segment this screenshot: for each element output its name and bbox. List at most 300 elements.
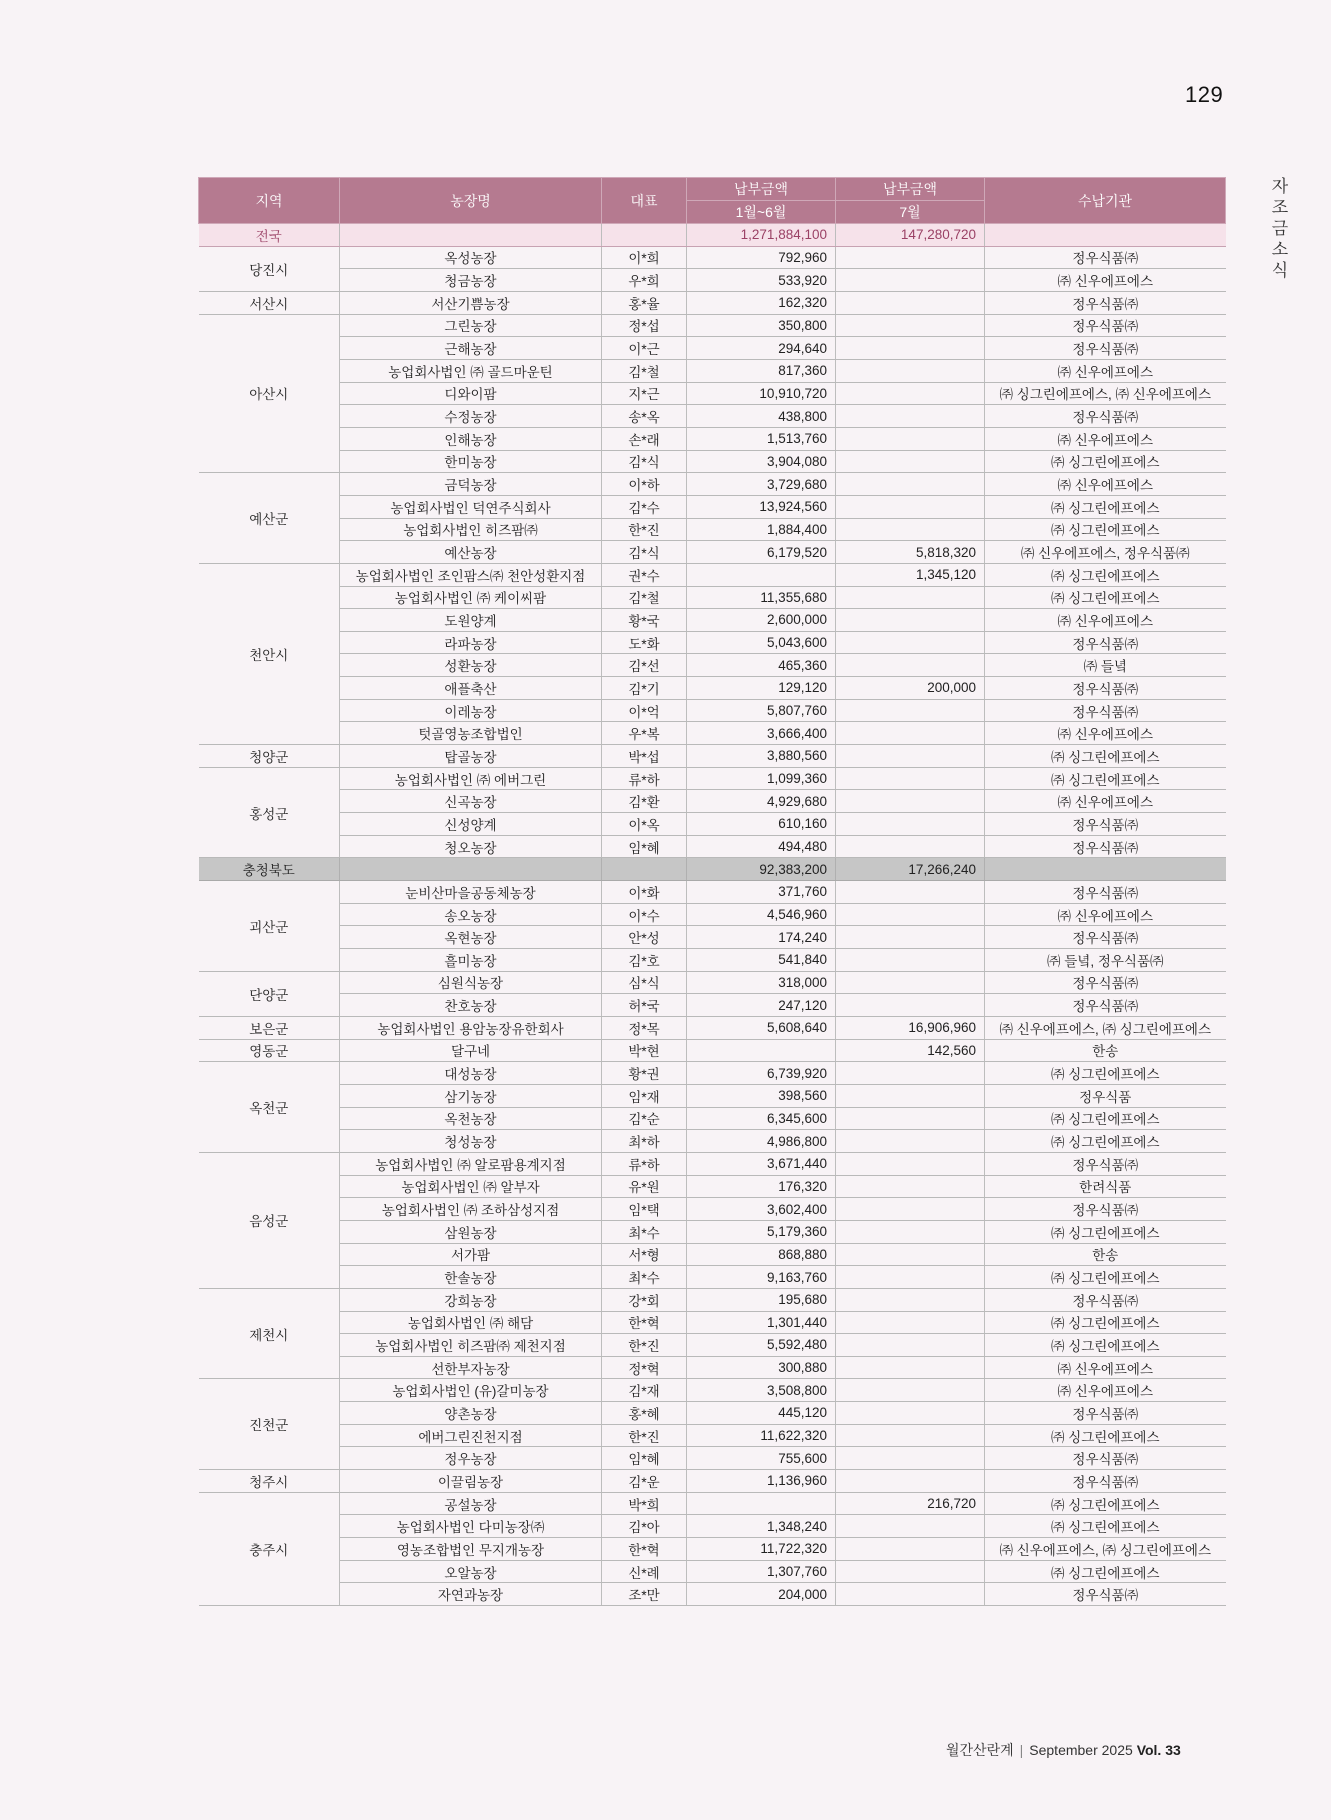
representative-cell: 김*순	[602, 1107, 687, 1130]
amount-jul-cell	[836, 881, 985, 904]
representative-cell: 임*혜	[602, 1447, 687, 1470]
amount-jan-jun-cell	[687, 563, 836, 586]
page-number: 129	[1185, 82, 1224, 107]
receiving-agency-cell: ㈜ 싱그린에프에스	[985, 1424, 1226, 1447]
amount-jul-cell	[836, 1288, 985, 1311]
summary-row	[199, 858, 1226, 881]
receiving-agency-cell: 정우식품㈜	[985, 994, 1226, 1017]
table-row	[199, 790, 1226, 813]
amount-jul-cell	[836, 790, 985, 813]
page-footer	[946, 1740, 1181, 1760]
farm-name-cell: 예산농장	[340, 541, 602, 564]
amount-jan-jun-cell: 176,320	[687, 1175, 836, 1198]
amount-jul-cell	[836, 586, 985, 609]
amount-jul-cell	[836, 1538, 985, 1561]
representative-cell: 강*회	[602, 1288, 687, 1311]
table-row	[199, 427, 1226, 450]
region-cell: 단양군	[199, 971, 340, 1016]
table-row	[199, 1198, 1226, 1221]
farm-name-cell: 선한부자농장	[340, 1356, 602, 1379]
amount-jan-jun-cell: 1,271,884,100	[687, 224, 836, 247]
table-row	[199, 450, 1226, 473]
table-row	[199, 314, 1226, 337]
receiving-agency-cell: ㈜ 싱그린에프에스	[985, 745, 1226, 768]
farm-name-cell: 대성농장	[340, 1062, 602, 1085]
amount-jan-jun-cell: 3,508,800	[687, 1379, 836, 1402]
amount-jul-cell	[836, 427, 985, 450]
representative-cell: 임*택	[602, 1198, 687, 1221]
farm-name-cell: 농업회사법인 조인팜스㈜ 천안성환지점	[340, 563, 602, 586]
representative-cell: 도*화	[602, 631, 687, 654]
representative-cell: 임*혜	[602, 835, 687, 858]
receiving-agency-cell: 정우식품㈜	[985, 1447, 1226, 1470]
representative-cell: 황*권	[602, 1062, 687, 1085]
region-cell: 영동군	[199, 1039, 340, 1062]
representative-cell: 우*복	[602, 722, 687, 745]
amount-jul-cell	[836, 1402, 985, 1425]
amount-jul-cell: 5,818,320	[836, 541, 985, 564]
receiving-agency-cell: 정우식품㈜	[985, 881, 1226, 904]
amount-jul-cell	[836, 518, 985, 541]
header-amount-jan-jun-top: 납부금액	[687, 178, 836, 201]
representative-cell: 박*희	[602, 1492, 687, 1515]
amount-jul-cell	[836, 1379, 985, 1402]
representative-cell: 손*래	[602, 427, 687, 450]
representative-cell: 김*재	[602, 1379, 687, 1402]
farm-name-cell: 송오농장	[340, 903, 602, 926]
receiving-agency-cell: 정우식품㈜	[985, 1402, 1226, 1425]
amount-jan-jun-cell: 11,722,320	[687, 1538, 836, 1561]
amount-jan-jun-cell: 13,924,560	[687, 495, 836, 518]
farm-name-cell: 청성농장	[340, 1130, 602, 1153]
amount-jul-cell	[836, 1311, 985, 1334]
table-row	[199, 405, 1226, 428]
amount-jan-jun-cell: 350,800	[687, 314, 836, 337]
region-cell: 보은군	[199, 1016, 340, 1039]
farm-name-cell: 청금농장	[340, 269, 602, 292]
amount-jan-jun-cell: 3,671,440	[687, 1152, 836, 1175]
receiving-agency-cell: ㈜ 신우에프에스	[985, 1379, 1226, 1402]
representative-cell: 이*희	[602, 246, 687, 269]
amount-jan-jun-cell: 162,320	[687, 291, 836, 314]
amount-jul-cell	[836, 699, 985, 722]
amount-jan-jun-cell: 4,986,800	[687, 1130, 836, 1153]
footer-issue: September 2025	[1029, 1742, 1133, 1758]
representative-cell: 임*재	[602, 1084, 687, 1107]
receiving-agency-cell: 정우식품㈜	[985, 677, 1226, 700]
table-row	[199, 246, 1226, 269]
receiving-agency-cell	[985, 224, 1226, 247]
amount-jan-jun-cell: 174,240	[687, 926, 836, 949]
receiving-agency-cell: ㈜ 싱그린에프에스	[985, 586, 1226, 609]
table-row	[199, 1402, 1226, 1425]
amount-jan-jun-cell: 129,120	[687, 677, 836, 700]
receiving-agency-cell: ㈜ 싱그린에프에스	[985, 518, 1226, 541]
amount-jan-jun-cell	[687, 1492, 836, 1515]
table-row	[199, 1492, 1226, 1515]
amount-jul-cell	[836, 1560, 985, 1583]
representative-cell: 김*선	[602, 654, 687, 677]
farm-name-cell: 농업회사법인 ㈜ 알로팜용계지점	[340, 1152, 602, 1175]
table-row	[199, 881, 1226, 904]
receiving-agency-cell: ㈜ 신우에프에스	[985, 269, 1226, 292]
farm-name-cell: 청오농장	[340, 835, 602, 858]
receiving-agency-cell: 정우식품	[985, 1084, 1226, 1107]
region-cell: 진천군	[199, 1379, 340, 1470]
representative-cell: 김*기	[602, 677, 687, 700]
farm-name-cell: 한솔농장	[340, 1266, 602, 1289]
farm-name-cell: 자연과농장	[340, 1583, 602, 1606]
farm-name-cell: 양촌농장	[340, 1402, 602, 1425]
receiving-agency-cell: 정우식품㈜	[985, 314, 1226, 337]
amount-jul-cell	[836, 722, 985, 745]
amount-jan-jun-cell: 5,043,600	[687, 631, 836, 654]
table-row	[199, 1470, 1226, 1493]
receiving-agency-cell: 정우식품㈜	[985, 926, 1226, 949]
amount-jan-jun-cell: 438,800	[687, 405, 836, 428]
table-row	[199, 337, 1226, 360]
farm-name-cell: 도원양계	[340, 609, 602, 632]
amount-jan-jun-cell: 2,600,000	[687, 609, 836, 632]
table-row	[199, 654, 1226, 677]
farm-name-cell: 농업회사법인 ㈜ 골드마운틴	[340, 359, 602, 382]
farm-name-cell: 심원식농장	[340, 971, 602, 994]
table-row	[199, 1062, 1226, 1085]
farm-name-cell: 정우농장	[340, 1447, 602, 1470]
representative-cell: 황*국	[602, 609, 687, 632]
farm-name-cell: 오알농장	[340, 1560, 602, 1583]
amount-jan-jun-cell: 6,739,920	[687, 1062, 836, 1085]
representative-cell: 이*수	[602, 903, 687, 926]
amount-jul-cell	[836, 359, 985, 382]
receiving-agency-cell: ㈜ 들녘	[985, 654, 1226, 677]
amount-jul-cell	[836, 382, 985, 405]
representative-cell: 이*옥	[602, 813, 687, 836]
table-row	[199, 767, 1226, 790]
farm-name-cell: 한미농장	[340, 450, 602, 473]
amount-jul-cell	[836, 1583, 985, 1606]
table-row	[199, 971, 1226, 994]
amount-jan-jun-cell: 3,602,400	[687, 1198, 836, 1221]
representative-cell: 서*형	[602, 1243, 687, 1266]
header-representative: 대표	[602, 178, 687, 224]
receiving-agency-cell: 정우식품㈜	[985, 835, 1226, 858]
receiving-agency-cell: ㈜ 싱그린에프에스	[985, 1062, 1226, 1085]
amount-jul-cell	[836, 495, 985, 518]
header-receiving-agency: 수납기관	[985, 178, 1226, 224]
amount-jan-jun-cell: 5,179,360	[687, 1220, 836, 1243]
receiving-agency-cell: ㈜ 신우에프에스	[985, 1356, 1226, 1379]
amount-jan-jun-cell	[687, 1039, 836, 1062]
header-region: 지역	[199, 178, 340, 224]
side-label-char: 소	[1271, 240, 1289, 259]
receiving-agency-cell: ㈜ 신우에프에스	[985, 427, 1226, 450]
region-cell: 음성군	[199, 1152, 340, 1288]
region-cell: 청주시	[199, 1470, 340, 1493]
amount-jan-jun-cell: 5,608,640	[687, 1016, 836, 1039]
section-side-label	[1268, 176, 1292, 281]
table-row	[199, 1379, 1226, 1402]
amount-jul-cell	[836, 903, 985, 926]
amount-jan-jun-cell: 247,120	[687, 994, 836, 1017]
representative-cell: 송*옥	[602, 405, 687, 428]
side-label-char: 금	[1271, 219, 1289, 238]
amount-jul-cell	[836, 1107, 985, 1130]
amount-jul-cell	[836, 971, 985, 994]
table-row	[199, 1356, 1226, 1379]
farm-name-cell: 근해농장	[340, 337, 602, 360]
amount-jul-cell	[836, 1266, 985, 1289]
farm-name-cell: 달구네	[340, 1039, 602, 1062]
receiving-agency-cell	[985, 858, 1226, 881]
table-row	[199, 291, 1226, 314]
receiving-agency-cell: ㈜ 신우에프에스, ㈜ 싱그린에프에스	[985, 1016, 1226, 1039]
receiving-agency-cell: 정우식품㈜	[985, 1288, 1226, 1311]
table-row	[199, 1538, 1226, 1561]
amount-jan-jun-cell: 318,000	[687, 971, 836, 994]
amount-jul-cell	[836, 835, 985, 858]
amount-jul-cell	[836, 1515, 985, 1538]
receiving-agency-cell: ㈜ 싱그린에프에스	[985, 1311, 1226, 1334]
table-row	[199, 495, 1226, 518]
farm-name-cell: 찬호농장	[340, 994, 602, 1017]
amount-jul-cell	[836, 1062, 985, 1085]
region-cell: 전국	[199, 224, 340, 247]
header-farm-name: 농장명	[340, 178, 602, 224]
receiving-agency-cell: ㈜ 신우에프에스, 정우식품㈜	[985, 541, 1226, 564]
amount-jan-jun-cell: 3,666,400	[687, 722, 836, 745]
farm-name-cell: 농업회사법인 (유)갈미농장	[340, 1379, 602, 1402]
receiving-agency-cell: 정우식품㈜	[985, 291, 1226, 314]
table-row	[199, 563, 1226, 586]
table-row	[199, 722, 1226, 745]
receiving-agency-cell: ㈜ 싱그린에프에스	[985, 1492, 1226, 1515]
farm-name-cell: 옥천농장	[340, 1107, 602, 1130]
amount-jul-cell	[836, 949, 985, 972]
receiving-agency-cell: ㈜ 싱그린에프에스	[985, 1266, 1226, 1289]
amount-jul-cell: 142,560	[836, 1039, 985, 1062]
farm-name-cell: 영농조합법인 무지개농장	[340, 1538, 602, 1561]
receiving-agency-cell: ㈜ 신우에프에스	[985, 722, 1226, 745]
region-cell: 옥천군	[199, 1062, 340, 1153]
farm-name-cell: 농업회사법인 히즈팜㈜	[340, 518, 602, 541]
table-row	[199, 382, 1226, 405]
table-row	[199, 1288, 1226, 1311]
receiving-agency-cell: 정우식품㈜	[985, 337, 1226, 360]
amount-jul-cell	[836, 631, 985, 654]
region-cell: 당진시	[199, 246, 340, 291]
farm-name-cell: 에버그린진천지점	[340, 1424, 602, 1447]
farm-name-cell: 눈비산마을공동체농장	[340, 881, 602, 904]
receiving-agency-cell: ㈜ 싱그린에프에스	[985, 1130, 1226, 1153]
side-label-char: 자	[1271, 177, 1289, 196]
representative-cell: 지*근	[602, 382, 687, 405]
amount-jan-jun-cell: 5,807,760	[687, 699, 836, 722]
amount-jan-jun-cell: 1,348,240	[687, 1515, 836, 1538]
farm-name-cell: 공설농장	[340, 1492, 602, 1515]
amount-jul-cell	[836, 1198, 985, 1221]
receiving-agency-cell: 정우식품㈜	[985, 971, 1226, 994]
representative-cell: 허*국	[602, 994, 687, 1017]
amount-jan-jun-cell: 5,592,480	[687, 1334, 836, 1357]
amount-jul-cell	[836, 450, 985, 473]
table-row	[199, 1334, 1226, 1357]
farm-name-cell: 농업회사법인 ㈜ 조하삼성지점	[340, 1198, 602, 1221]
receiving-agency-cell: 정우식품㈜	[985, 699, 1226, 722]
representative-cell: 박*현	[602, 1039, 687, 1062]
side-label-char: 식	[1271, 261, 1289, 280]
representative-cell: 최*하	[602, 1130, 687, 1153]
representative-cell: 이*화	[602, 881, 687, 904]
table-row	[199, 1220, 1226, 1243]
representative-cell: 조*만	[602, 1583, 687, 1606]
table-row	[199, 1583, 1226, 1606]
table-body	[199, 224, 1226, 1606]
farm-name-cell: 삼원농장	[340, 1220, 602, 1243]
receiving-agency-cell: ㈜ 싱그린에프에스	[985, 450, 1226, 473]
representative-cell: 한*혁	[602, 1538, 687, 1561]
amount-jan-jun-cell: 3,729,680	[687, 473, 836, 496]
farm-name-cell: 성환농장	[340, 654, 602, 677]
region-cell: 괴산군	[199, 881, 340, 972]
amount-jul-cell	[836, 1470, 985, 1493]
amount-jan-jun-cell: 3,904,080	[687, 450, 836, 473]
receiving-agency-cell: 정우식품㈜	[985, 1470, 1226, 1493]
amount-jan-jun-cell: 398,560	[687, 1084, 836, 1107]
amount-jan-jun-cell: 541,840	[687, 949, 836, 972]
representative-cell: 신*례	[602, 1560, 687, 1583]
farm-name-cell: 농업회사법인 덕연주식회사	[340, 495, 602, 518]
representative-cell: 김*식	[602, 541, 687, 564]
header-amount-jul-top: 납부금액	[836, 178, 985, 201]
amount-jul-cell: 200,000	[836, 677, 985, 700]
receiving-agency-cell: ㈜ 신우에프에스	[985, 609, 1226, 632]
table-row	[199, 926, 1226, 949]
farm-name-cell: 농업회사법인 ㈜ 케이씨팜	[340, 586, 602, 609]
receiving-agency-cell: 정우식품㈜	[985, 813, 1226, 836]
farm-name-cell: 신곡농장	[340, 790, 602, 813]
amount-jan-jun-cell: 1,301,440	[687, 1311, 836, 1334]
side-label-char: 조	[1271, 198, 1289, 217]
amount-jan-jun-cell: 204,000	[687, 1583, 836, 1606]
representative-cell: 권*수	[602, 563, 687, 586]
amount-jan-jun-cell: 294,640	[687, 337, 836, 360]
footer-divider: |	[1019, 1742, 1024, 1758]
farm-name-cell: 흘미농장	[340, 949, 602, 972]
amount-jan-jun-cell: 445,120	[687, 1402, 836, 1425]
farm-name-cell: 라파농장	[340, 631, 602, 654]
amount-jul-cell	[836, 1175, 985, 1198]
footer-magazine: 월간산란계	[946, 1742, 1014, 1758]
amount-jan-jun-cell: 817,360	[687, 359, 836, 382]
representative-cell: 안*성	[602, 926, 687, 949]
table-row	[199, 745, 1226, 768]
representative-cell: 한*진	[602, 1334, 687, 1357]
amount-jul-cell	[836, 314, 985, 337]
amount-jan-jun-cell: 4,929,680	[687, 790, 836, 813]
representative-cell: 한*진	[602, 1424, 687, 1447]
representative-cell: 류*하	[602, 1152, 687, 1175]
farm-name-cell: 서가팜	[340, 1243, 602, 1266]
amount-jan-jun-cell: 533,920	[687, 269, 836, 292]
table-row	[199, 1243, 1226, 1266]
amount-jan-jun-cell: 6,345,600	[687, 1107, 836, 1130]
region-cell: 예산군	[199, 473, 340, 564]
amount-jul-cell	[836, 926, 985, 949]
representative-cell: 김*아	[602, 1515, 687, 1538]
region-cell: 서산시	[199, 291, 340, 314]
amount-jul-cell	[836, 813, 985, 836]
table-row	[199, 1039, 1226, 1062]
representative-cell: 홍*혜	[602, 1402, 687, 1425]
farm-name-cell: 탑골농장	[340, 745, 602, 768]
receiving-agency-cell: ㈜ 싱그린에프에스	[985, 495, 1226, 518]
receiving-agency-cell: 정우식품㈜	[985, 405, 1226, 428]
receiving-agency-cell: 정우식품㈜	[985, 1152, 1226, 1175]
representative-cell: 유*원	[602, 1175, 687, 1198]
footer-volume: Vol. 33	[1136, 1742, 1181, 1758]
representative-cell: 김*철	[602, 359, 687, 382]
table-row	[199, 359, 1226, 382]
region-cell: 충주시	[199, 1492, 340, 1605]
amount-jan-jun-cell: 11,622,320	[687, 1424, 836, 1447]
farm-name-cell: 서산기쁨농장	[340, 291, 602, 314]
table-row	[199, 949, 1226, 972]
amount-jan-jun-cell: 92,383,200	[687, 858, 836, 881]
receiving-agency-cell: ㈜ 신우에프에스	[985, 359, 1226, 382]
amount-jan-jun-cell: 1,513,760	[687, 427, 836, 450]
farm-name-cell: 그린농장	[340, 314, 602, 337]
receiving-agency-cell: ㈜ 싱그린에프에스	[985, 1220, 1226, 1243]
amount-jul-cell: 216,720	[836, 1492, 985, 1515]
amount-jul-cell	[836, 767, 985, 790]
amount-jul-cell	[836, 1447, 985, 1470]
table-row	[199, 835, 1226, 858]
receiving-agency-cell: ㈜ 신우에프에스	[985, 790, 1226, 813]
table-row	[199, 269, 1226, 292]
amount-jan-jun-cell: 610,160	[687, 813, 836, 836]
amount-jul-cell	[836, 337, 985, 360]
receiving-agency-cell: 정우식품㈜	[985, 1198, 1226, 1221]
amount-jul-cell	[836, 269, 985, 292]
amount-jan-jun-cell: 300,880	[687, 1356, 836, 1379]
table-row	[199, 586, 1226, 609]
header-amount-jul-period: 7월	[836, 201, 985, 224]
receiving-agency-cell: ㈜ 싱그린에프에스, ㈜ 신우에프에스	[985, 382, 1226, 405]
table-row	[199, 994, 1226, 1017]
receiving-agency-cell: ㈜ 싱그린에프에스	[985, 767, 1226, 790]
amount-jul-cell: 17,266,240	[836, 858, 985, 881]
farm-name-cell: 농업회사법인 히즈팜㈜ 제천지점	[340, 1334, 602, 1357]
receiving-agency-cell: ㈜ 신우에프에스, ㈜ 싱그린에프에스	[985, 1538, 1226, 1561]
amount-jan-jun-cell: 6,179,520	[687, 541, 836, 564]
table-row	[199, 1515, 1226, 1538]
representative-cell: 정*목	[602, 1016, 687, 1039]
summary-row	[199, 224, 1226, 247]
table-row	[199, 1175, 1226, 1198]
receiving-agency-cell: 한려식품	[985, 1175, 1226, 1198]
representative-cell: 정*섭	[602, 314, 687, 337]
representative-cell: 한*혁	[602, 1311, 687, 1334]
representative-cell: 우*희	[602, 269, 687, 292]
amount-jul-cell: 147,280,720	[836, 224, 985, 247]
table-row	[199, 541, 1226, 564]
representative-cell: 한*진	[602, 518, 687, 541]
representative-cell: 박*섭	[602, 745, 687, 768]
table-row	[199, 903, 1226, 926]
amount-jul-cell	[836, 1152, 985, 1175]
receiving-agency-cell: 정우식품㈜	[985, 1583, 1226, 1606]
